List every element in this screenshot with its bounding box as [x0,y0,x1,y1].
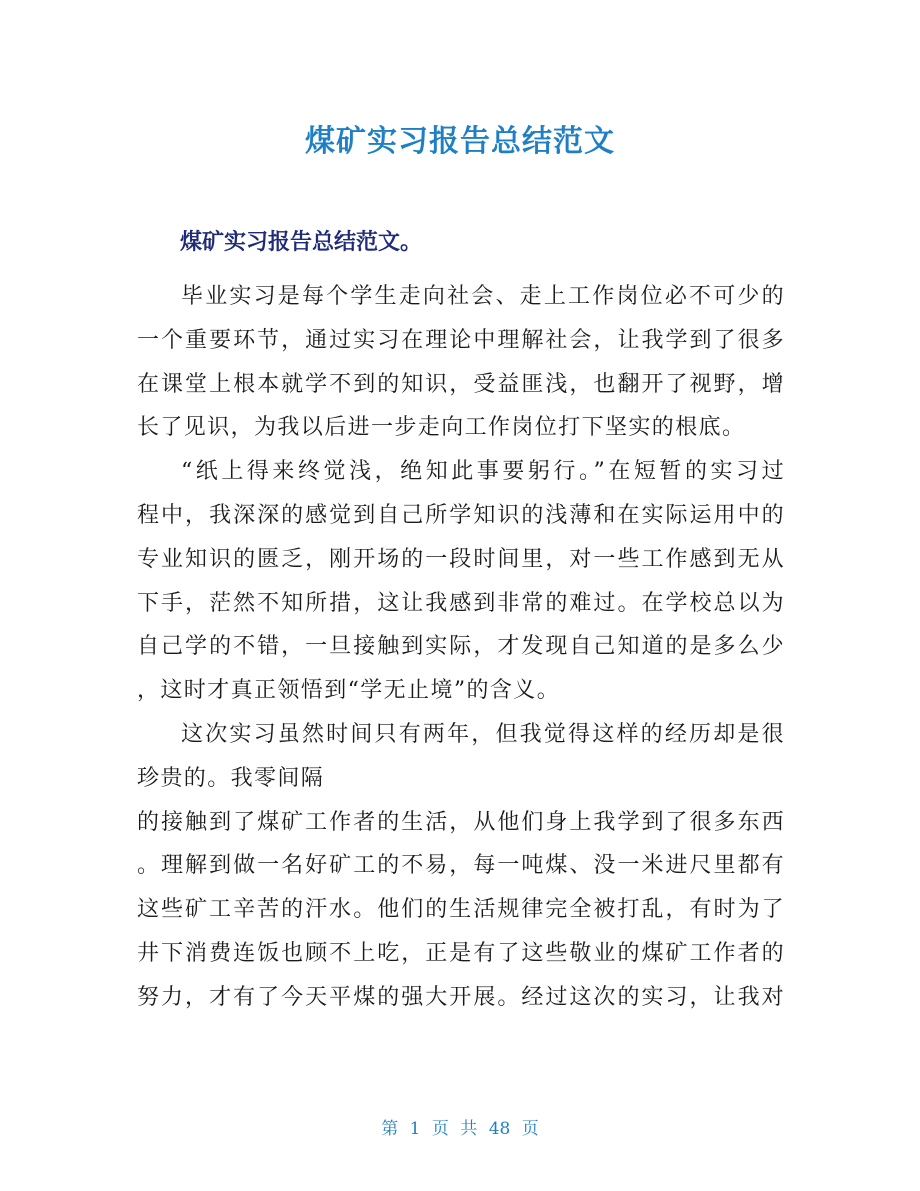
text-line: 努力，才有了今天平煤的强大开展。经过这次的实习，让我对 [137,984,785,1010]
text-line: 这些矿工辛苦的汗水。他们的生活规律完全被打乱，有时为了 [137,897,785,923]
text-line: 下手，茫然不知所措，这让我感到非常的难过。在学校总以为 [137,590,785,616]
text-line: 井下消费连饭也顾不上吃，正是有了这些敬业的煤矿工作者的 [137,940,785,966]
text-line: 自己学的不错，一旦接触到实际，才发现自己知道的是多么少 [137,634,785,660]
text-line: 的接触到了煤矿工作者的生活，从他们身上我学到了很多东西 [137,809,785,835]
section-heading: 煤矿实习报告总结范文。 [180,230,423,255]
text-line: 程中，我深深的感觉到自己所学知识的浅薄和在实际运用中的 [137,502,785,528]
body-text [137,275,785,1020]
text-line: 。理解到做一名好矿工的不易，每一吨煤、没一米进尺里都有 [137,853,785,879]
text-line: 在课堂上根本就学不到的知识，受益匪浅，也翻开了视野，增 [137,371,785,397]
text-line: “纸上得来终觉浅，绝知此事要躬行。”在短暂的实习过 [181,459,785,485]
text-line: 一个重要环节，通过实习在理论中理解社会，让我学到了很多 [137,327,785,353]
text-line: 毕业实习是每个学生走向社会、走上工作岗位必不可少的 [181,284,785,309]
text-line: 这次实习虽然时间只有两年，但我觉得这样的经历却是很 [181,721,785,747]
text-line: ，这时才真正领悟到“学无止境”的含义。 [137,678,561,704]
text-line: 长了见识，为我以后进一步走向工作岗位打下坚实的根底。 [137,415,746,441]
page-footer: 第 1 页 共 48 页 [381,1119,539,1139]
text-line: 珍贵的。我零间隔 [137,765,325,791]
text-line: 专业知识的匮乏，刚开场的一段时间里，对一些工作感到无从 [137,546,785,572]
document-title: 煤矿实习报告总结范文 [305,124,615,159]
